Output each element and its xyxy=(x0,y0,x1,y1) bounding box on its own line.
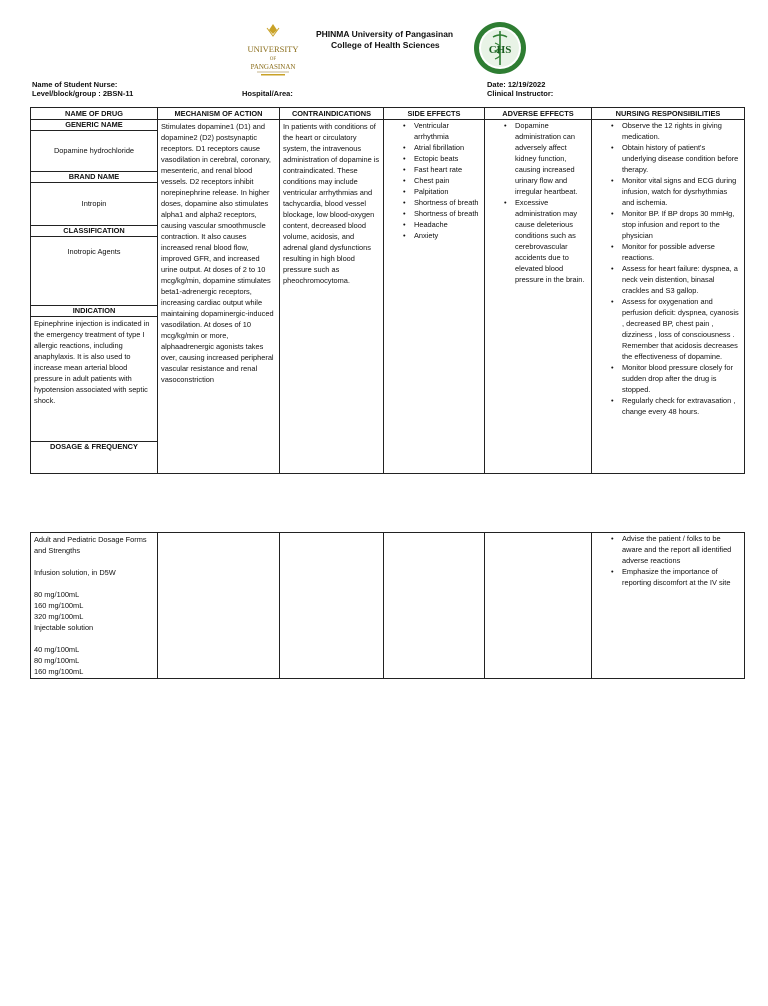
university-name: PHINMA University of Pangasinan xyxy=(316,29,454,39)
col-header-contraindications: CONTRAINDICATIONS xyxy=(280,108,384,120)
drug-name-cell xyxy=(31,120,158,474)
list-item: • Shortness of breath xyxy=(414,208,480,219)
empty-cell xyxy=(280,533,384,679)
list-item: • Monitor vital signs and ECG during infusion, watch for dysrhythmias and ischemia. xyxy=(622,175,740,208)
side-effects-list xyxy=(384,120,484,241)
list-item: • Regularly check for extravasation , change every 48 hours. xyxy=(622,395,740,417)
seal-text: CHS xyxy=(488,44,512,56)
generic-name-value: Dopamine hydrochloride xyxy=(53,146,135,155)
list-item: • Headache xyxy=(414,219,480,230)
dosage-line: 40 mg/100mL xyxy=(34,645,80,654)
list-item: • Observe the 12 rights in giving medication. xyxy=(622,120,740,142)
col-header-name-of-drug: NAME OF DRUG xyxy=(31,108,158,120)
dosage-list xyxy=(31,533,157,678)
nursing-responsibilities-list xyxy=(592,120,744,417)
contraindications-text: In patients with conditions of the heart or circulatory system, the intravenous administration of dopamine is contraindicated. These conditions may include ventricular arrhythmias and tachycardia, blood vessel blockage, low blood-oxygen content, decreased blood volume, acidosis, and adrenal gland dysfunctions resulting in high blood pressure such as pheochromocytoma. xyxy=(283,122,380,285)
dosage-line xyxy=(34,578,154,589)
list-item: • Ectopic beats xyxy=(414,153,480,164)
dosage-line: 160 mg/100mL xyxy=(34,601,84,610)
list-item: • Fast heart rate xyxy=(414,164,480,175)
col-header-side-effects: SIDE EFFECTS xyxy=(384,108,485,120)
classification-value: Inotropic Agents xyxy=(67,247,121,256)
level-block-group: Level/block/group : 2BSN-11 xyxy=(32,89,134,98)
dosage-line: 320 mg/100mL xyxy=(34,612,84,621)
list-item: • Monitor BP. If BP drops 30 mmHg, stop infusion and report to the physician xyxy=(622,208,740,241)
adverse-effects-list xyxy=(485,120,591,285)
list-item: • Chest pain xyxy=(414,175,480,186)
dosage-line: Infusion solution, in D5W xyxy=(34,568,116,577)
clinical-instructor-label: Clinical Instructor: xyxy=(487,89,554,98)
brand-name-value: Intropin xyxy=(81,199,107,208)
document-header xyxy=(0,18,768,78)
college-name: College of Health Sciences xyxy=(331,40,440,50)
drug-study-continuation-table xyxy=(30,532,745,679)
logo-text-line2: OF xyxy=(269,57,277,62)
list-item: • Assess for heart failure: dyspnea, a neck vein distention, binasal crackles and S3 gallop. xyxy=(622,263,740,296)
date-label: Date: 12/19/2022 xyxy=(487,80,546,89)
table-body-row xyxy=(31,120,745,474)
university-logo xyxy=(243,22,303,82)
classification-label: CLASSIFICATION xyxy=(31,225,157,237)
list-item: • Obtain history of patient's underlying disease condition before therapy. xyxy=(622,142,740,175)
indication-value: Epinephrine injection is indicated in the emergency treatment of type I allergic reactions, including anaphylaxis. It is also used to increase mean arterial blood pressure in adult patients with hypotension associated with septic shock. xyxy=(34,319,150,405)
list-item: • Emphasize the importance of reporting discomfort at the IV site xyxy=(622,566,740,588)
list-item: • Excessive administration may cause deleterious conditions such as cerebrovascular accidents due to elevated blood pressure in the brain. xyxy=(515,197,587,285)
list-item: • Ventricular arrhythmia xyxy=(414,120,480,142)
empty-cell xyxy=(384,533,485,679)
student-nurse-label: Name of Student Nurse: xyxy=(32,80,118,89)
chs-seal xyxy=(473,21,527,75)
indication-label: INDICATION xyxy=(31,305,157,317)
nursing-continued-list xyxy=(592,533,744,588)
list-item: • Monitor blood pressure closely for sudden drop after the drug is stopped. xyxy=(622,362,740,395)
brand-name-label: BRAND NAME xyxy=(31,171,157,183)
list-item: • Assess for oxygenation and perfusion deficit: dyspnea, cyanosis , decreased BP, chest pain , dizziness , loss of consciousness . Remember that acidosis decreases the effectiveness of dopamine. xyxy=(622,296,740,362)
dosage-frequency-label: DOSAGE & FREQUENCY xyxy=(31,441,157,452)
mechanism-of-action-text: Stimulates dopamine1 (D1) and dopamine2 (D2) postsynaptic receptors. D1 receptors cause vasodilation in cerebral, coronary, mesenteric, and renal blood vessels. D2 receptors inhibit norepinephrine release. In higher doses, dopamine also stimulates alpha1 and alpha2 receptors, causing vascular smoothmuscle contraction. It also causes increased renal blood flow, improved GFR, and increased urine output. At doses of 2 to 10 mcg/kg/min, dopamine stimulates beta1-adrenergic receptors, increasing cardiac output while maintaining dopaminergic-induced vasodilation. At doses of 10 mcg/kg/min or more, alphaadrenergic agonists takes over, causing increased peripheral vascular resistance and renal vasoconstriction xyxy=(161,122,274,384)
dosage-line: Adult and Pediatric Dosage Forms and Strengths xyxy=(34,535,147,555)
table-header-row xyxy=(31,108,745,120)
continuation-row xyxy=(31,533,745,679)
list-item: • Atrial fibrillation xyxy=(414,142,480,153)
list-item: • Dopamine administration can adversely affect kidney function, causing increased urinary flow and irregular heartbeat. xyxy=(515,120,587,197)
list-item: • Advise the patient / folks to be aware and the report all identified adverse reactions xyxy=(622,533,740,566)
dosage-line: Injectable solution xyxy=(34,623,94,632)
logo-text-line3: PANGASINAN xyxy=(250,63,296,71)
list-item: • Shortness of breath xyxy=(414,197,480,208)
hospital-area-label: Hospital/Area: xyxy=(242,89,293,98)
col-header-adverse-effects: ADVERSE EFFECTS xyxy=(485,108,592,120)
list-item: • Anxiety xyxy=(414,230,480,241)
dosage-line: 80 mg/100mL xyxy=(34,590,80,599)
dosage-line xyxy=(34,556,154,567)
dosage-line: 160 mg/100mL xyxy=(34,667,84,676)
logo-text-line1: UNIVERSITY xyxy=(247,44,299,54)
dosage-line: 80 mg/100mL xyxy=(34,656,80,665)
drug-study-table xyxy=(30,107,745,474)
dosage-line xyxy=(34,633,154,644)
empty-cell xyxy=(158,533,280,679)
generic-name-label: GENERIC NAME xyxy=(31,120,157,131)
col-header-mechanism: MECHANISM OF ACTION xyxy=(158,108,280,120)
empty-cell xyxy=(485,533,592,679)
list-item: • Palpitation xyxy=(414,186,480,197)
list-item: • Monitor for possible adverse reactions. xyxy=(622,241,740,263)
col-header-nursing: NURSING RESPONSIBILITIES xyxy=(592,108,745,120)
